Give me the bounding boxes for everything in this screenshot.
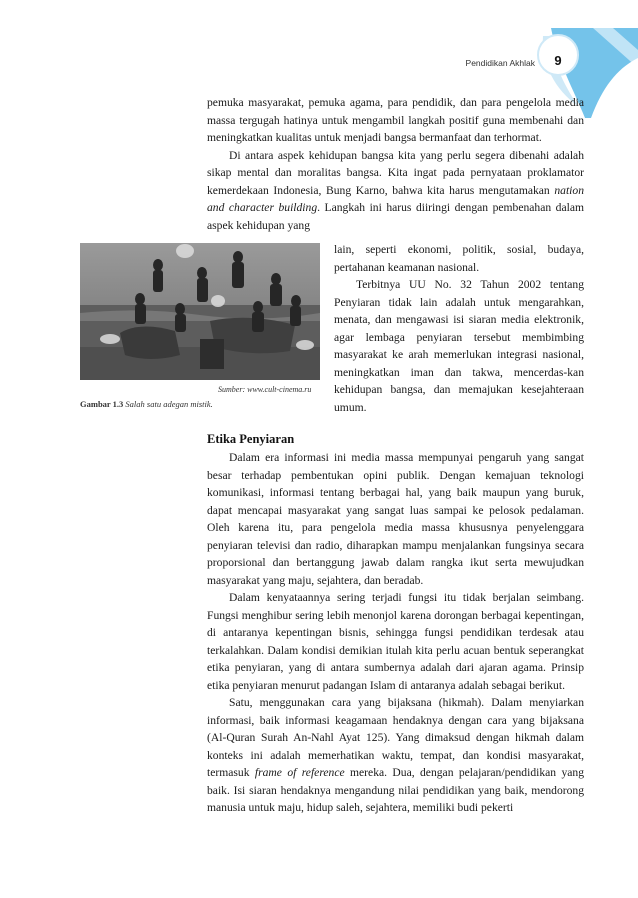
running-header: Pendidikan Akhlak (465, 58, 535, 68)
figure-caption (80, 399, 330, 409)
section-paragraph-3 (207, 694, 584, 817)
page-number: 9 (554, 53, 562, 68)
intro-paragraph-1: pemuka masyarakat, pemuka agama, para pendidik, dan para pengelola media massa tergugah hatinya untuk mengambil langkah positif guna membenahi dan meningkatkan kualitas untuk menjadi bangsa bermanfaat dan terhormat. (207, 96, 584, 144)
figure-caption-text: Salah satu adegan mistik. (125, 399, 213, 409)
italic-phrase-frame-of-reference: frame of reference (254, 766, 345, 779)
figure-photo-mystic-scene (80, 243, 320, 380)
side-text-block (334, 241, 584, 416)
intro-paragraph-2 (207, 147, 584, 235)
side-paragraph-continuation: lain, seperti ekonomi, politik, sosial, budaya, pertahanan keamanan nasional. (334, 243, 584, 274)
intro-text-block (207, 94, 584, 234)
photo-credit: Sumber: www.cult-cinema.ru (218, 385, 312, 394)
section-paragraph-3-text: Satu, menggunakan cara yang bijaksana (hikmah). Dalam menyiarkan informasi, baik informasi keagamaan hendaknya dengan cara yang bijaksana (Al-Quran Surah An-Nahl Ayat 125). Yang dimaksud dengan hikmah dalam konteks ini adalah memerhatikan waktu, tempat, dan kondisi masyarakat, termasuk (207, 696, 584, 779)
section-body (207, 449, 584, 817)
section-paragraph-1: Dalam era informasi ini media massa mempunyai pengaruh yang sangat besar terhadap pembentukan opini publik. Dengan kemajuan teknologi komunikasi, informasi tentang berbagai hal, yang baik maupun yang buruk, dapat mencapai masyarakat yang sangat luas sampai ke pelosok pedalaman. Oleh karena itu, para pengelola media massa khususnya penyelenggara penyiaran televisi dan radio, diharapkan mampu menjalankan fungsinya secara proporsional dan bertanggung jawab dalam rangka ikut serta mewujudkan masyarakat yang maju, sejahtera, dan beradab. (207, 451, 584, 587)
section-title-etika-penyiaran: Etika Penyiaran (207, 432, 295, 446)
section-paragraph-3-text-end: mereka. Dua, dengan pelajaran/pendidikan yang baik. Isi siaran hendaknya mengandung nilai pendidikan yang baik, mendorong manusia untuk maju, hidup saleh, sejahtera, memiliki budi pekerti (207, 766, 585, 814)
figure-caption-label: Gambar 1.3 (80, 399, 124, 409)
intro-paragraph-2-text-end: . Langkah ini harus diiringi dengan pembenahan dalam aspek kehidupan yang (207, 201, 584, 232)
intro-paragraph-2-text: Di antara aspek kehidupan bangsa kita yang perlu segera dibenahi adalah sikap mental dan moralitas bangsa. Kita ingat pada pernyataan proklamator kemerdekaan Indonesia, Bung Karno, bahwa kita harus mengutamakan (207, 148, 584, 197)
section-paragraph-2: Dalam kenyataannya sering terjadi fungsi itu tidak berjalan seimbang. Fungsi menghibur sering lebih menonjol karena dorongan berbagai kepentingan, di antaranya kepentingan bisnis, sehingga fungsi pendidikan terdesak atau terkalahkan. Dalam kondisi demikian itulah kita perlu acuan bentuk seperangkat etika penyiaran, yang di antara sumbernya adalah dari ajaran agama. Prinsip etika penyiaran menurut padangan Islam di antaranya adalah sebagai berikut. (207, 591, 584, 692)
side-paragraph-uu-penyiaran: Terbitnya UU No. 32 Tahun 2002 tentang Penyiaran tidak lain adalah untuk mengarahkan, menata, dan mengawasi isi siaran media elektronik, agar lembaga penyiaran tersebut membimbing masyarakat ke arah memerlukan integrasi nasional, meningkatkan iman dan takwa, mencerdas-kan kehidupan bangsa, dan memajukan kesejahteraan umum. (334, 278, 584, 414)
italic-phrase-nation-building: nation and character building (207, 183, 584, 214)
